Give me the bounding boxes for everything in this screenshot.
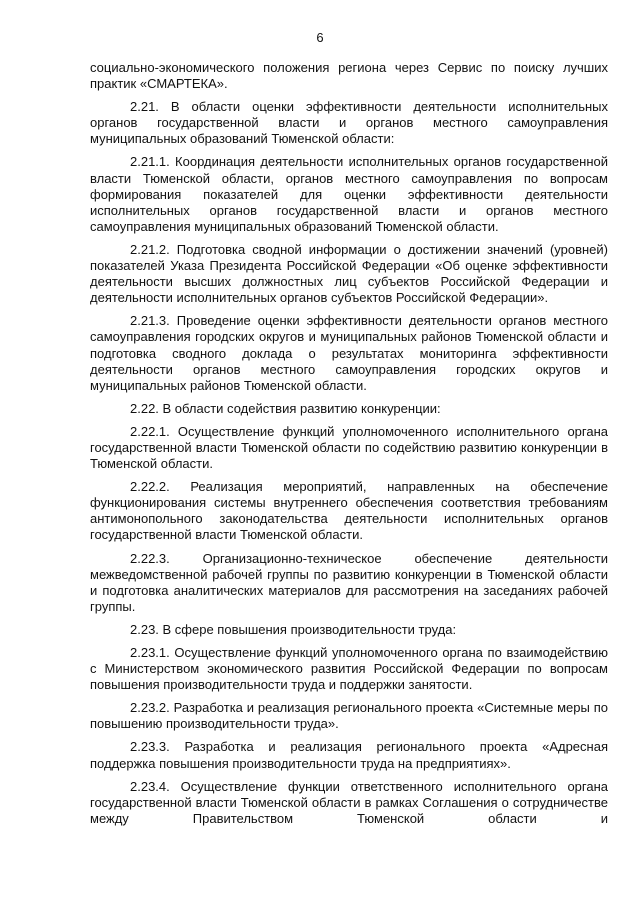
paragraph-continuation: социально-экономического положения региона через Сервис по поиску лучших практик «СМАРТЕКА».	[90, 60, 608, 92]
paragraph-2-23-1: 2.23.1. Осуществление функций уполномоченного органа по взаимодействию с Министерством экономического развития Российской Федерации по вопросам повышения производительности труда и поддержки занятости.	[90, 645, 608, 693]
paragraph-2-22-1: 2.22.1. Осуществление функций уполномоченного исполнительного органа государственной власти Тюменской области по содействию развитию конкуренции в Тюменской области.	[90, 423, 608, 472]
paragraph-2-23-4: 2.23.4. Осуществление функции ответственного исполнительного органа государственной власти Тюменской области в рамках Соглашения о сотрудничестве между Правительством Тюменской области и	[90, 778, 608, 826]
paragraph-2-22-2: 2.22.2. Реализация мероприятий, направленных на обеспечение функционирования системы внутреннего обеспечения соответствия требованиям антимонопольного законодательства деятельности исполнительных органов государственной власти Тюменской области.	[90, 479, 608, 543]
paragraph-2-21-3: 2.21.3. Проведение оценки эффективности деятельности органов местного самоуправления городских округов и муниципальных районов Тюменской области и подготовка сводного доклада о результатах мониторинга эффективности деятельности органов местного самоуправления городских округов и муниципальных районов Тюменской области.	[90, 313, 608, 393]
paragraph-2-23: 2.23. В сфере повышения производительности труда:	[130, 621, 457, 637]
paragraph-2-21-2: 2.21.2. Подготовка сводной информации о достижении значений (уровней) показателей Указа Президента Российской Федерации «Об оценке эффективности деятельности высших должностных лиц субъектов Российской Федерации и деятельности исполнительных органов субъектов Российской Федерации».	[90, 241, 608, 306]
document-body	[90, 60, 608, 834]
paragraph-2-23-2: 2.23.2. Разработка и реализация регионального проекта «Системные меры по повышению производительности труда».	[90, 700, 608, 732]
paragraph-2-22-3: 2.22.3. Организационно-техническое обеспечение деятельности межведомственной рабочей группы по развитию конкуренции в Тюменской области и подготовка аналитических материалов для рассмотрения на заседаниях рабочей группы.	[90, 550, 608, 614]
page-number: 6	[316, 30, 324, 45]
paragraph-2-23-3: 2.23.3. Разработка и реализация регионального проекта «Адресная поддержка повышения производительности труда на предприятиях».	[90, 739, 608, 771]
paragraph-2-21: 2.21. В области оценки эффективности деятельности исполнительных органов государственной власти и органов местного самоуправления муниципальных образований Тюменской области:	[90, 99, 608, 147]
paragraph-2-21-1: 2.21.1. Координация деятельности исполнительных органов государственной власти Тюменской области, органов местного самоуправления по вопросам формирования показателей для оценки эффективности деятельности исполнительных органов государственной власти и органов местного самоуправления муниципальных образований Тюменской области.	[90, 154, 608, 234]
paragraph-2-22: 2.22. В области содействия развитию конкуренции:	[130, 400, 441, 416]
